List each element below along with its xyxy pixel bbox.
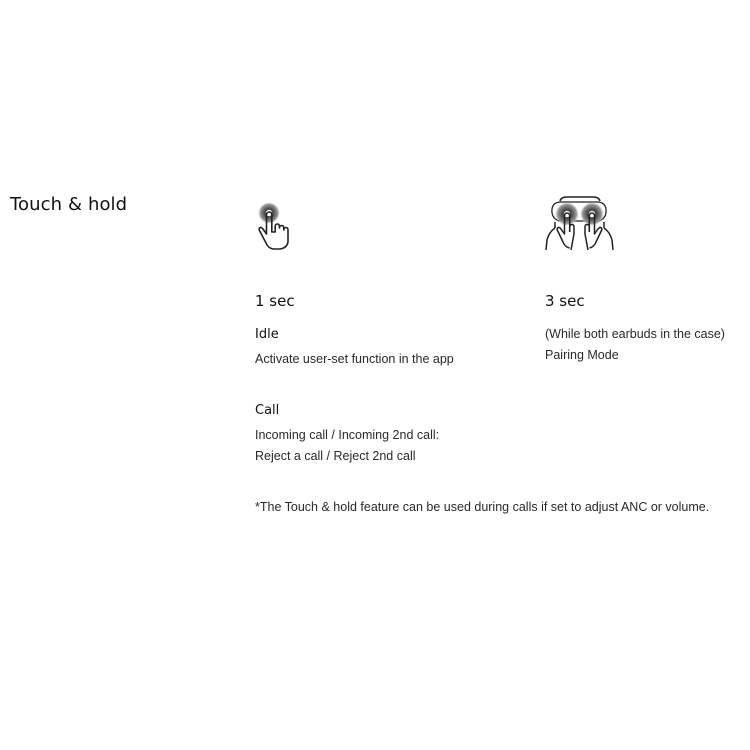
single-finger-touch-icon [252, 198, 298, 254]
duration-both-touch: 3 sec [545, 292, 585, 310]
idle-heading: Idle [255, 327, 279, 342]
pairing-description [545, 324, 725, 366]
section-title: Touch & hold [10, 194, 128, 215]
call-heading: Call [255, 403, 280, 418]
call-description-line: Incoming call / Incoming 2nd call: [255, 428, 440, 442]
two-finger-touch-earbuds-case-icon [541, 194, 617, 256]
footnote: *The Touch & hold feature can be used during calls if set to adjust ANC or volume. [255, 500, 710, 514]
call-description-line: Reject a call / Reject 2nd call [255, 449, 416, 463]
duration-single-touch: 1 sec [255, 292, 295, 310]
idle-description: Activate user-set function in the app [255, 352, 454, 366]
case-condition-line: (While both earbuds in the case) [545, 327, 725, 341]
call-description [255, 425, 439, 467]
pairing-mode-line: Pairing Mode [545, 348, 619, 362]
